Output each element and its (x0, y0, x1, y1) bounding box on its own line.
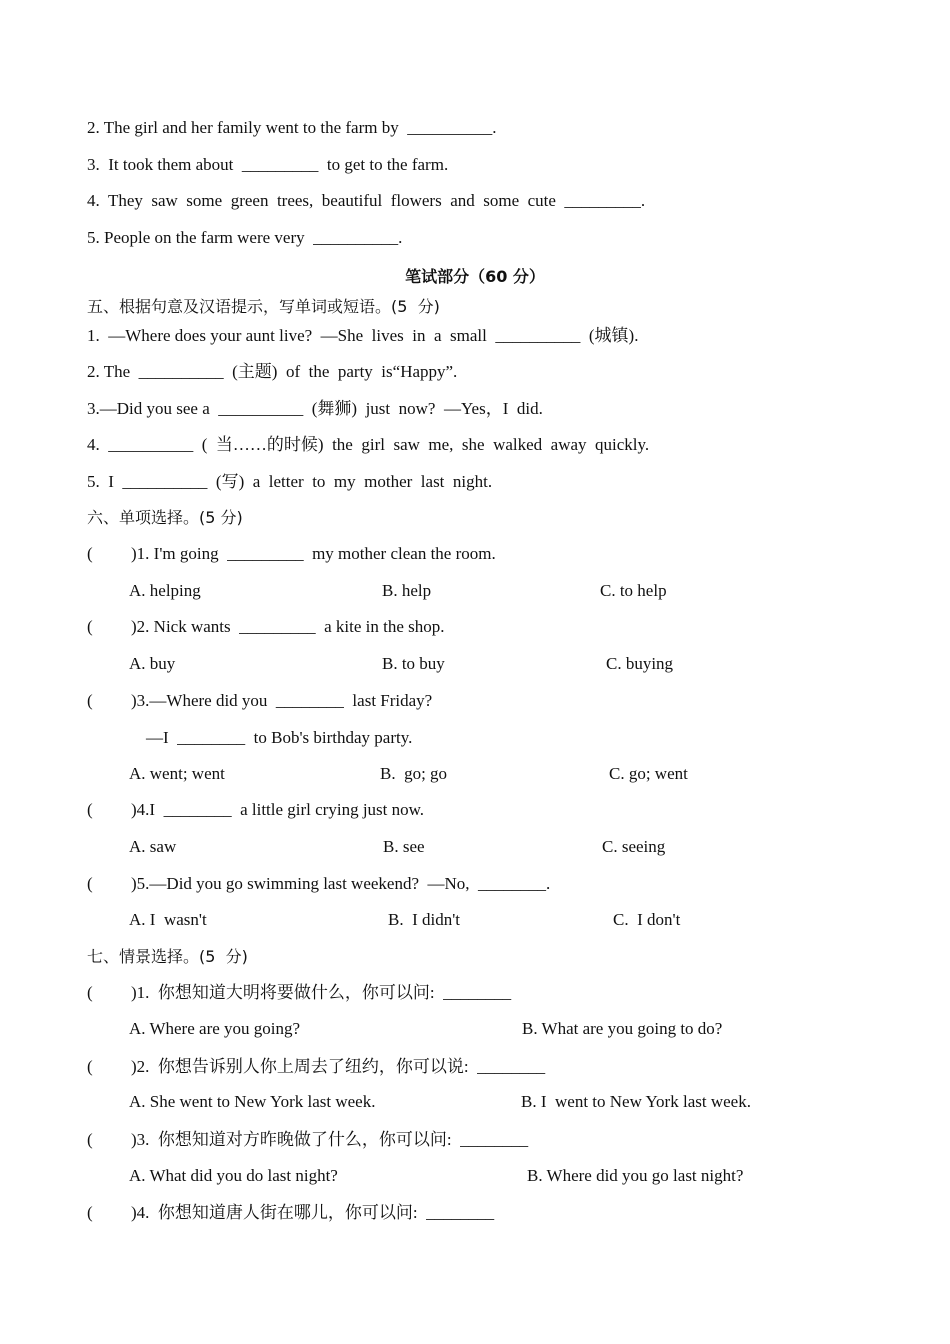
section6-q1-option-a: A. helping (129, 581, 201, 600)
section7-heading: 七、情景选择。(5 分) (87, 947, 248, 966)
section5-item-2: 2. The __________ (主题) of the party is“Happy”. (87, 362, 458, 381)
section7-q3-option-b: B. Where did you go last night? (527, 1166, 744, 1185)
section6-q3-option-c: C. go; went (609, 764, 688, 783)
section5-item-1: 1. —Where does your aunt live? —She lives in a small __________ (城镇). (87, 326, 639, 345)
section5-item-3: 3.—Did you see a __________ (舞狮) just now? —Yes，I did. (87, 399, 543, 418)
section5-item-5: 5. I __________ (写) a letter to my mother last night. (87, 472, 493, 491)
section6-q3-stem-answer: —I ________ to Bob's birthday party. (146, 728, 413, 747)
section6-q1-option-b: B. help (382, 581, 432, 600)
section7-q4-stem: )4. 你想知道唐人街在哪儿，你可以问: ________ (131, 1203, 495, 1222)
section7-q2-option-a: A. She went to New York last week. (129, 1092, 376, 1111)
section7-q1-option-a: A. Where are you going? (129, 1019, 301, 1038)
section5-item-4: 4. __________ ( 当……的时候) the girl saw me, she walked away quickly. (87, 435, 650, 454)
section7-q1-option-b: B. What are you going to do? (522, 1019, 723, 1038)
section6-q5-stem: )5.—Did you go swimming last weekend? —No, ________. (131, 874, 551, 893)
section6-q5-option-a: A. I wasn't (129, 910, 207, 929)
section7-q2-stem: )2. 你想告诉别人你上周去了纽约，你可以说: ________ (131, 1057, 546, 1076)
section6-q5-option-c: C. I don't (613, 910, 681, 929)
section7-q4-paren: ( (87, 1203, 93, 1222)
section6-q4-stem: )4.I ________ a little girl crying just now. (131, 800, 425, 819)
section6-q4-option-c: C. seeing (602, 837, 666, 856)
section6-q3-option-a: A. went; went (129, 764, 225, 783)
written-part-title: 笔试部分（60 分） (405, 267, 545, 286)
section6-q3-paren: ( (87, 691, 93, 710)
section6-q1-stem: )1. I'm going _________ my mother clean the room. (131, 544, 496, 563)
section6-q1-paren: ( (87, 544, 93, 563)
section6-q2-option-c: C. buying (606, 654, 674, 673)
section6-q2-stem: )2. Nick wants _________ a kite in the shop. (131, 617, 445, 636)
listening-item-4: 4. They saw some green trees, beautiful flowers and some cute _________. (87, 191, 646, 210)
section6-q2-option-a: A. buy (129, 654, 176, 673)
section6-q4-paren: ( (87, 800, 93, 819)
section6-q3-option-b: B. go; go (380, 764, 448, 783)
section6-heading: 六、单项选择。(5 分) (87, 508, 243, 527)
section6-q3-stem: )3.—Where did you ________ last Friday? (131, 691, 433, 710)
section7-q1-stem: )1. 你想知道大明将要做什么，你可以问: ________ (131, 983, 512, 1002)
section5-heading: 五、根据句意及汉语提示，写单词或短语。(5 分) (87, 297, 440, 316)
section6-q5-option-b: B. I didn't (388, 910, 461, 929)
section6-q4-option-a: A. saw (129, 837, 177, 856)
section7-q1-paren: ( (87, 983, 93, 1002)
listening-item-2: 2. The girl and her family went to the farm by __________. (87, 118, 497, 137)
section7-q3-paren: ( (87, 1130, 93, 1149)
listening-item-5: 5. People on the farm were very __________. (87, 228, 403, 247)
section6-q2-option-b: B. to buy (382, 654, 445, 673)
section6-q4-option-b: B. see (383, 837, 425, 856)
section6-q2-paren: ( (87, 617, 93, 636)
section6-q5-paren: ( (87, 874, 93, 893)
section6-q1-option-c: C. to help (600, 581, 667, 600)
section7-q2-paren: ( (87, 1057, 93, 1076)
section7-q2-option-b: B. I went to New York last week. (521, 1092, 751, 1111)
listening-item-3: 3. It took them about _________ to get to the farm. (87, 155, 449, 174)
section7-q3-option-a: A. What did you do last night? (129, 1166, 338, 1185)
section7-q3-stem: )3. 你想知道对方昨晚做了什么，你可以问: ________ (131, 1130, 529, 1149)
